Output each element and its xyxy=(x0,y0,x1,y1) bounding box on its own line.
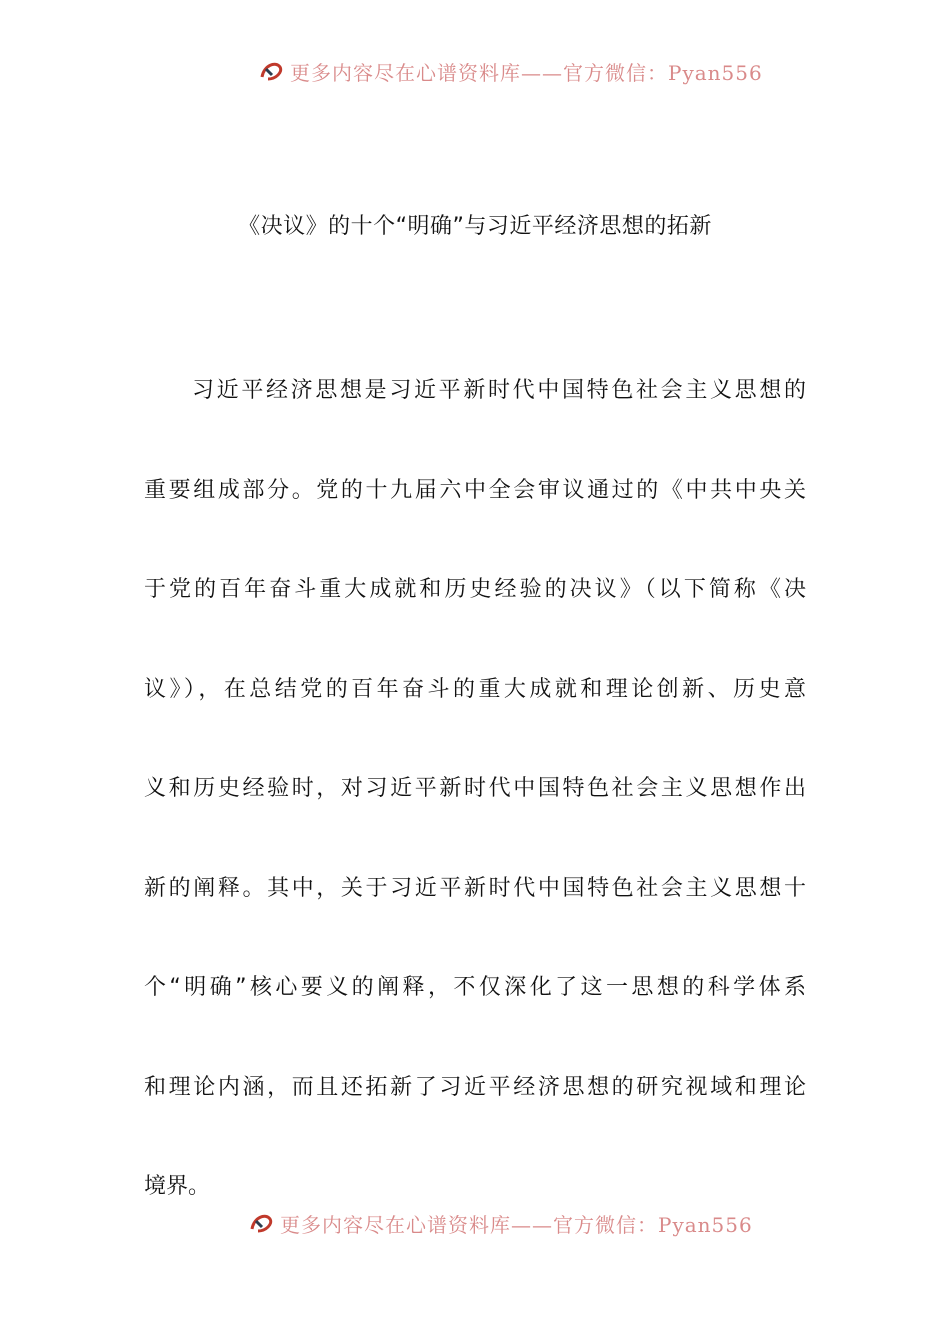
watermark-header xyxy=(258,56,763,86)
watermark-footer xyxy=(248,1208,753,1238)
paragraph-line: 新的阐释。其中，关于习近平新时代中国特色社会主义思想十 xyxy=(144,875,806,901)
document-title: 《决议》的十个“明确”与习近平经济思想的拓新 xyxy=(238,214,712,239)
paragraph-line: 个“明确”核心要义的阐释，不仅深化了这一思想的科学体系 xyxy=(144,975,806,1000)
logo-icon xyxy=(258,57,286,85)
paragraph-line: 习近平经济思想是习近平新时代中国特色社会主义思想的 xyxy=(192,378,806,403)
paragraph-line: 于党的百年奋斗重大成就和历史经验的决议》（以下简称《决 xyxy=(144,577,806,602)
watermark-text: 更多内容尽在心谱资料库——官方微信：Pyan556 xyxy=(280,1212,753,1237)
paragraph-line: 重要组成部分。党的十九届六中全会审议通过的《中共中央关 xyxy=(144,477,806,503)
paragraph-line: 和理论内涵，而且还拓新了习近平经济思想的研究视域和理论 xyxy=(144,1074,806,1100)
logo-icon xyxy=(248,1209,276,1237)
body-paragraph xyxy=(144,366,806,1262)
paragraph-line: 义和历史经验时，对习近平新时代中国特色社会主义思想作出 xyxy=(144,776,806,801)
paragraph-line: 境界。 xyxy=(144,1174,211,1199)
paragraph-line: 议》），在总结党的百年奋斗的重大成就和理论创新、历史意 xyxy=(144,676,806,702)
watermark-text: 更多内容尽在心谱资料库——官方微信：Pyan556 xyxy=(290,60,763,85)
